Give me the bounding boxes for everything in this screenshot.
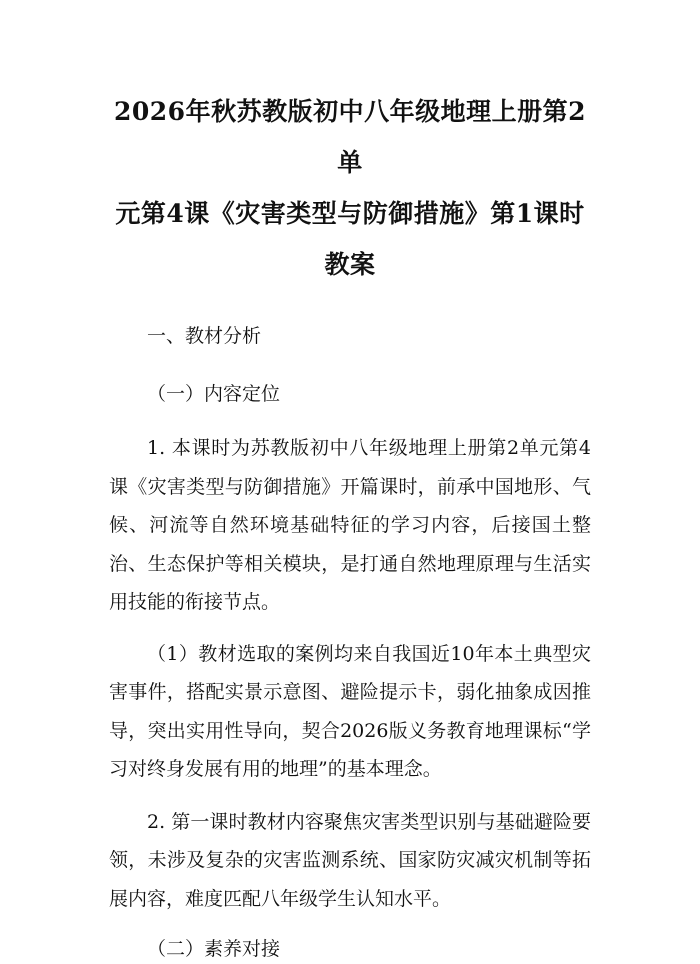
title-line-2: 元第4课《灾害类型与防御措施》第1课时 (115, 199, 585, 228)
document-title (109, 86, 591, 290)
title-line-1: 2026年秋苏教版初中八年级地理上册第2单 (114, 97, 586, 177)
paragraph-case-selection: （1）教材选取的案例均来自我国近10年本土典型灾害事件，搭配实景示意图、避险提示卡，弱化抽象成因推导，突出实用性导向，契合2026版义务教育地理课标“学习对终身发展有用的地理”的基本理念。 (109, 642, 591, 780)
title-line-3: 教案 (324, 250, 376, 279)
subsection-heading-literacy-alignment: （二）素养对接 (147, 938, 281, 960)
paragraph-lesson-positioning: 1. 本课时为苏教版初中八年级地理上册第2单元第4课《灾害类型与防御措施》开篇课时，前承中国地形、气候、河流等自然环境基础特征的学习内容，后接国土整治、生态保护等相关模块，是打通自然地理原理与生活实用技能的衔接节点。 (109, 437, 591, 613)
subsection-heading-content-positioning: （一）内容定位 (147, 383, 281, 405)
section-heading-teaching-material-analysis: 一、教材分析 (147, 325, 262, 347)
paragraph-first-lesson-focus: 2. 第一课时教材内容聚焦灾害类型识别与基础避险要领，未涉及复杂的灾害监测系统、国家防灾减灾机制等拓展内容，难度匹配八年级学生认知水平。 (109, 810, 591, 910)
